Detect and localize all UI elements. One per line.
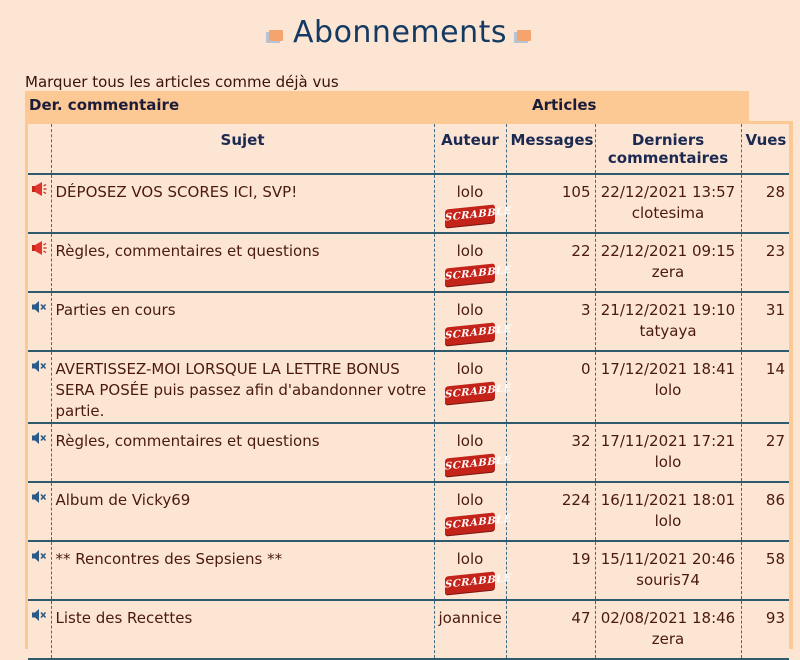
views-count: 58: [741, 541, 789, 600]
views-count: 93: [741, 600, 789, 659]
table-frame-right: [789, 121, 793, 649]
messages-count: 32: [506, 423, 595, 482]
megaphone-icon: [31, 182, 51, 196]
scrabble-badge: SCRABBLE: [445, 204, 495, 227]
messages-count: 22: [506, 233, 595, 292]
title-bullet-left-icon: [269, 30, 283, 41]
topic-row[interactable]: [28, 482, 789, 541]
author-column-header[interactable]: Auteur: [434, 124, 506, 174]
scrabble-badge: SCRABBLE: [445, 571, 495, 594]
table-header-row: [28, 124, 789, 174]
muted-speaker-icon: [31, 490, 51, 504]
author-link[interactable]: lolo: [456, 360, 484, 378]
last-comment-date[interactable]: 15/11/2021 20:46: [600, 550, 736, 568]
last-comment-date[interactable]: 22/12/2021 13:57: [600, 183, 736, 201]
messages-count: 224: [506, 482, 595, 541]
topic-subject-link[interactable]: Règles, commentaires et questions: [51, 423, 434, 482]
last-comment-user[interactable]: clotesima: [631, 204, 705, 222]
views-count: 14: [741, 351, 789, 423]
muted-speaker-icon: [31, 549, 51, 563]
icon-column-header: [28, 124, 51, 174]
messages-count: 3: [506, 292, 595, 351]
scrabble-badge: SCRABBLE: [445, 263, 495, 286]
last-comment-date[interactable]: 16/11/2021 18:01: [600, 491, 736, 509]
topic-row[interactable]: [28, 174, 789, 233]
topic-subject-link[interactable]: Règles, commentaires et questions: [51, 233, 434, 292]
last-comment-date[interactable]: 21/12/2021 19:10: [600, 301, 736, 319]
topic-subject-link[interactable]: ** Rencontres des Sepsiens **: [51, 541, 434, 600]
last-comment-user[interactable]: lolo: [654, 381, 682, 399]
megaphone-icon: [31, 241, 51, 255]
last-comment-date[interactable]: 02/08/2021 18:46: [600, 609, 736, 627]
last-comment-sort-label[interactable]: Der. commentaire: [29, 96, 180, 114]
views-count: 86: [741, 482, 789, 541]
topics-table: [28, 124, 789, 660]
last-comment-user[interactable]: souris74: [636, 571, 700, 589]
views-count: 27: [741, 423, 789, 482]
author-link[interactable]: lolo: [456, 301, 484, 319]
messages-count: 0: [506, 351, 595, 423]
views-count: 28: [741, 174, 789, 233]
last-comment-user[interactable]: zera: [651, 630, 685, 648]
scrabble-badge: SCRABBLE: [445, 381, 495, 404]
views-column-header[interactable]: Vues: [741, 124, 789, 174]
last-comments-header-line2: commentaires: [607, 149, 729, 167]
messages-count: 105: [506, 174, 595, 233]
muted-speaker-icon: [31, 359, 51, 373]
mark-all-read-link[interactable]: Marquer tous les articles comme déjà vus: [25, 73, 339, 91]
topic-subject-link[interactable]: Liste des Recettes: [51, 600, 434, 659]
subject-column-header[interactable]: Sujet: [51, 124, 434, 174]
last-comment-date[interactable]: 17/11/2021 17:21: [600, 432, 736, 450]
author-link[interactable]: lolo: [456, 491, 484, 509]
last-comment-user[interactable]: lolo: [654, 512, 682, 530]
topic-row[interactable]: [28, 233, 789, 292]
last-comment-date[interactable]: 17/12/2021 18:41: [600, 360, 736, 378]
last-comments-column-header[interactable]: [595, 124, 741, 174]
topic-row[interactable]: [28, 292, 789, 351]
topic-subject-link[interactable]: Parties en cours: [51, 292, 434, 351]
topic-row[interactable]: [28, 351, 789, 423]
topic-subject-link[interactable]: DÉPOSEZ VOS SCORES ICI, SVP!: [51, 174, 434, 233]
last-comment-user[interactable]: tatyaya: [639, 322, 697, 340]
muted-speaker-icon: [31, 300, 51, 314]
column-group-bar: [25, 91, 749, 121]
scrabble-badge: SCRABBLE: [445, 322, 495, 345]
last-comment-date[interactable]: 22/12/2021 09:15: [600, 242, 736, 260]
author-link[interactable]: joannice: [438, 609, 502, 627]
scrabble-badge: SCRABBLE: [445, 453, 495, 476]
topic-row[interactable]: [28, 423, 789, 482]
author-link[interactable]: lolo: [456, 242, 484, 260]
views-count: 23: [741, 233, 789, 292]
messages-count: 19: [506, 541, 595, 600]
title-bullet-right-icon: [517, 30, 531, 41]
page-title: Abonnements: [293, 14, 507, 50]
author-link[interactable]: lolo: [456, 550, 484, 568]
topic-subject-link[interactable]: AVERTISSEZ-MOI LORSQUE LA LETTRE BONUS SERA POSÉE puis passez afin d'abandonner votre partie.: [51, 351, 434, 423]
messages-column-header[interactable]: Messages: [506, 124, 595, 174]
author-link[interactable]: lolo: [456, 432, 484, 450]
muted-speaker-icon: [31, 431, 51, 445]
page-header: [0, 10, 800, 54]
last-comment-user[interactable]: zera: [651, 263, 685, 281]
author-link[interactable]: lolo: [456, 183, 484, 201]
topic-row[interactable]: [28, 541, 789, 600]
muted-speaker-icon: [31, 608, 51, 622]
topic-row[interactable]: [28, 600, 789, 659]
views-count: 31: [741, 292, 789, 351]
messages-count: 47: [506, 600, 595, 659]
last-comments-header-line1: Derniers: [631, 131, 705, 149]
last-comment-user[interactable]: lolo: [654, 453, 682, 471]
scrabble-badge: SCRABBLE: [445, 512, 495, 535]
topic-subject-link[interactable]: Album de Vicky69: [51, 482, 434, 541]
articles-label: Articles: [532, 96, 597, 114]
